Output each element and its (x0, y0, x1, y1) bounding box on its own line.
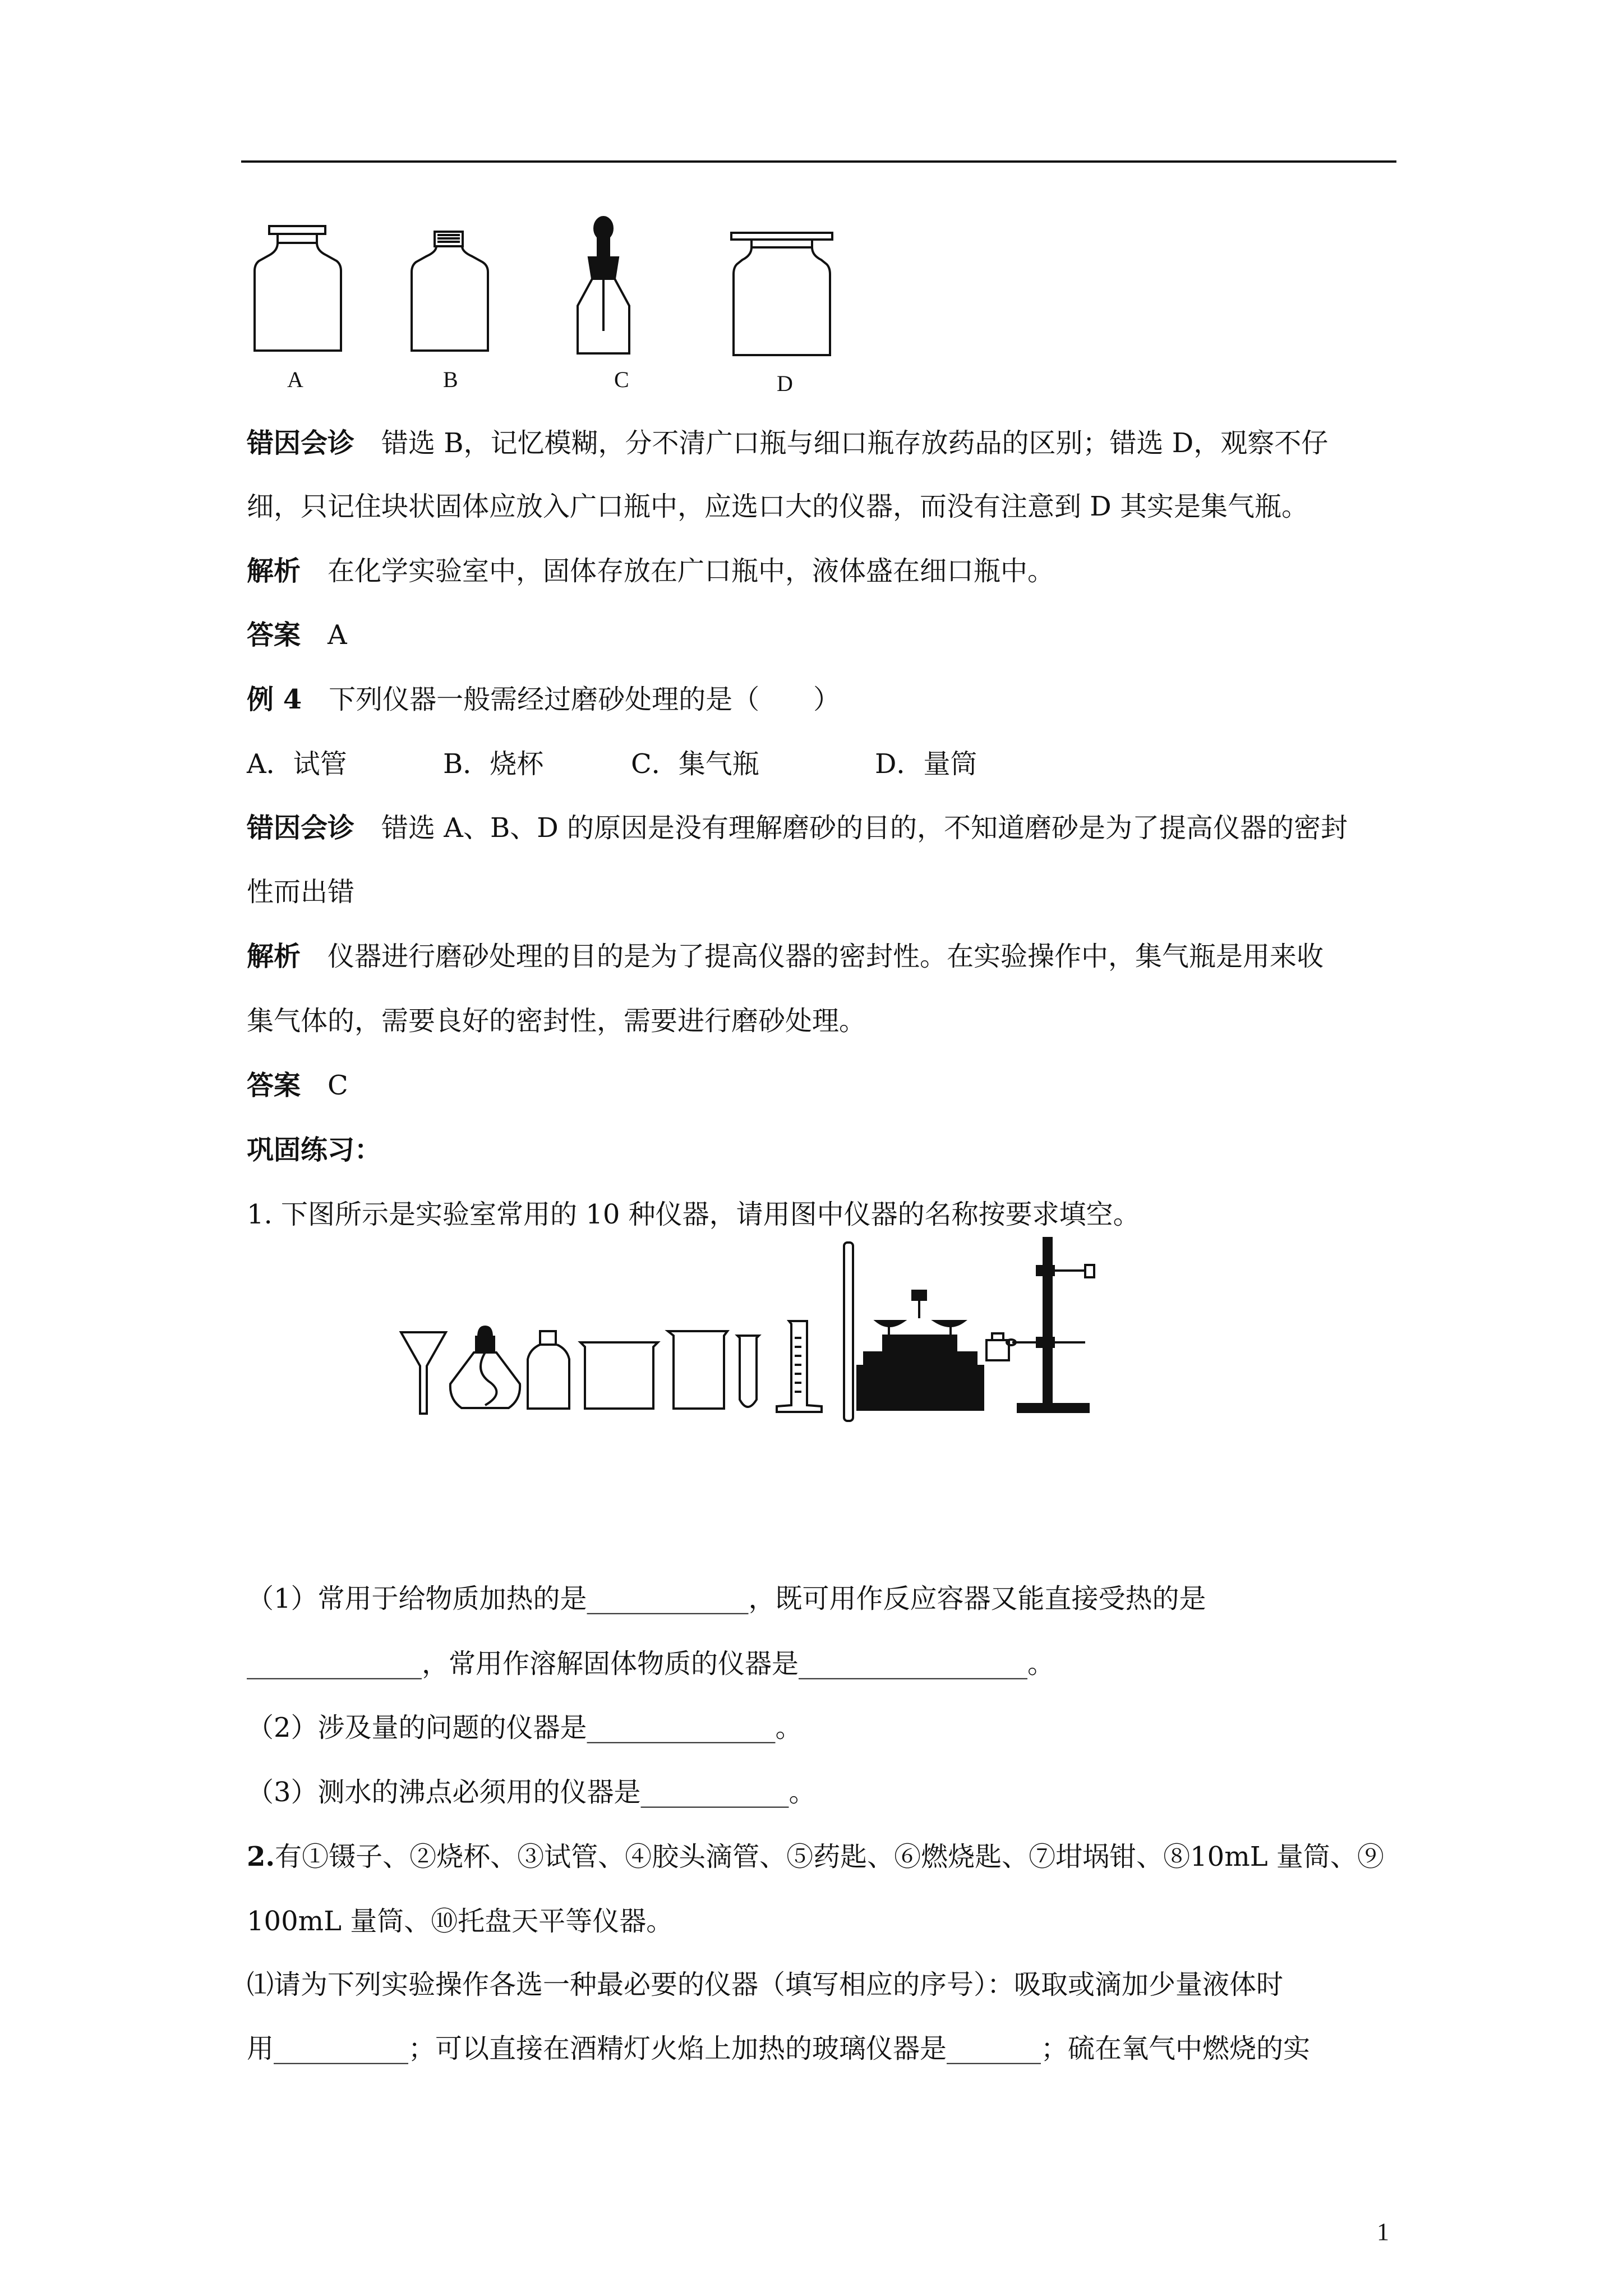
page-number: 1 (1377, 2218, 1389, 2246)
iron-stand-icon (1007, 1237, 1094, 1412)
answer-label: 答案 (247, 1070, 301, 1101)
example3-answer (247, 618, 347, 652)
example3-analysis-line2: 细，只记住块状固体应放入广口瓶中，应选口大的仪器，而没有注意到 D 其实是集气瓶。 (247, 491, 1309, 522)
answer-label: 答案 (247, 619, 301, 651)
example4-analysis-line1 (247, 811, 1348, 845)
answer-text: A (328, 619, 347, 651)
beaker-small-icon (580, 1342, 658, 1409)
practice-q1-part1-line1: （1）常用于给物质加热的是____________，既可用作反应容器又能直接受热的是 (247, 1583, 1206, 1614)
beaker-tall-icon (668, 1331, 727, 1409)
example4-analysis-line2: 性而出错 (247, 876, 355, 908)
practice-q1-part3: （3）测水的沸点必须用的仪器是___________。 (247, 1777, 816, 1808)
alcohol-lamp-icon (450, 1327, 520, 1408)
bottle-label-a: A (287, 367, 303, 392)
practice-q1-part1-line2: _____________，常用作溶解固体物质的仪器是_________________。 (247, 1648, 1055, 1680)
question-text: 下列仪器一般需经过磨砂处理的是（ ） (329, 684, 841, 715)
funnel-icon (401, 1332, 446, 1414)
example3-explain (247, 554, 1054, 588)
practice-q2-line1 (247, 1840, 1384, 1874)
header-rule (241, 160, 1396, 163)
balance-icon (857, 1291, 1009, 1410)
q2-text: 有①镊子、②烧杯、③试管、④胶头滴管、⑤药匙、⑥燃烧匙、⑦坩埚钳、⑧10mL 量筒、⑨ (275, 1841, 1384, 1872)
analysis-label: 错因会诊 (247, 427, 355, 459)
example3-analysis-line1 (247, 426, 1328, 460)
bottle-a-icon (255, 226, 341, 351)
dropper-bottle-c-icon (578, 217, 629, 353)
option-b: B．烧杯 (443, 748, 544, 780)
option-c: C．集气瓶 (631, 748, 759, 780)
q2-number: 2. (247, 1841, 275, 1872)
example4-answer (247, 1069, 348, 1102)
explain-text: 在化学实验室中，固体存放在广口瓶中，液体盛在细口瓶中。 (328, 555, 1055, 587)
bottle-b-icon (412, 232, 488, 351)
instruments-figure-svg (395, 1237, 1225, 1428)
reagent-bottle-icon (528, 1331, 569, 1409)
analysis-text: 错选 B，记忆模糊，分不清广口瓶与细口瓶存放药品的区别；错选 D，观察不仔 (381, 427, 1329, 459)
example4-explain-line1 (247, 940, 1324, 973)
bottle-figure (247, 216, 920, 401)
thermometer-icon (844, 1243, 853, 1421)
test-tube-icon (737, 1336, 759, 1407)
example4-question (247, 683, 840, 716)
option-a: A．试管 (247, 748, 347, 780)
practice-q1-part2: （2）涉及量的问题的仪器是______________。 (247, 1712, 803, 1743)
practice-q2-line2: 100mL 量筒、⑩托盘天平等仪器。 (247, 1906, 674, 1937)
instruments-figure (395, 1237, 1225, 1428)
practice-q2-sub-line1: ⑴请为下列实验操作各选一种最必要的仪器（填写相应的序号）：吸取或滴加少量液体时 (247, 1969, 1284, 2000)
option-d: D．量筒 (875, 748, 978, 780)
gas-bottle-d-icon (731, 233, 832, 355)
bottle-figure-svg (247, 216, 920, 401)
analysis-label: 错因会诊 (247, 812, 355, 844)
answer-text: C (328, 1070, 348, 1101)
practice-q2-sub-line2: 用__________；可以直接在酒精灯火焰上加热的玻璃仪器是_______；硫在氧气中燃烧的实 (247, 2033, 1311, 2064)
bottle-label-d: D (777, 371, 793, 396)
example4-options (247, 747, 978, 781)
explain-label: 解析 (247, 555, 301, 587)
bottle-label-c: C (614, 367, 629, 392)
graduated-cylinder-icon (777, 1321, 822, 1412)
practice-q1: 1. 下图所示是实验室常用的 10 种仪器，请用图中仪器的名称按要求填空。 (247, 1199, 1140, 1230)
explain-text: 仪器进行磨砂处理的目的是为了提高仪器的密封性。在实验操作中，集气瓶是用来收 (328, 941, 1324, 972)
practice-heading: 巩固练习： (247, 1134, 382, 1166)
bottle-label-b: B (443, 367, 458, 392)
analysis-text: 错选 A、B、D 的原因是没有理解磨砂的目的，不知道磨砂是为了提高仪器的密封 (381, 812, 1348, 844)
example-label: 例 4 (247, 684, 302, 715)
example4-explain-line2: 集气体的，需要良好的密封性，需要进行磨砂处理。 (247, 1005, 866, 1037)
explain-label: 解析 (247, 941, 301, 972)
